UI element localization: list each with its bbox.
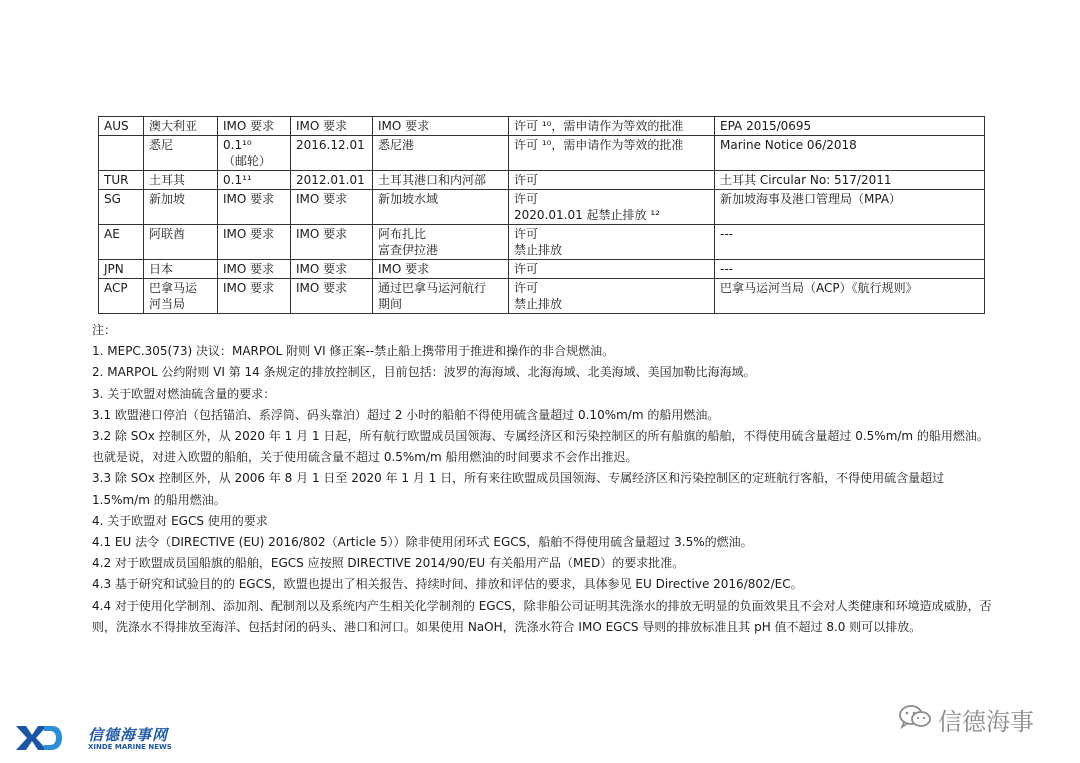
cell-line: 许可 ¹⁰，需申请作为等效的批准 — [514, 119, 684, 133]
note-paragraph: 3. 关于欧盟对燃油硫含量的要求： — [92, 386, 276, 401]
logo-english-name: XINDE MARINE NEWS — [88, 743, 172, 751]
cell-line: 禁止排放 — [514, 243, 563, 257]
wechat-icon — [898, 704, 932, 730]
note-paragraph: 3.2 除 SOx 控制区外，从 2020 年 1 月 1 日起，所有航行欧盟成员国领海、专属经济区和污染控制区的所有船旗的船舶，不得使用硫含量超过 0.5%m/m 的船用燃油。也就是说，对进入欧盟的船舶，关于使用硫含量不超过 0.5%m/m 船用燃油的时间要求不会作出推迟。 — [92, 429, 989, 465]
cell-line: IMO 要求 — [296, 192, 348, 206]
cell-line: 0.1¹⁰ — [223, 138, 252, 152]
table-cell — [291, 225, 373, 260]
table-cell — [144, 225, 218, 260]
note-paragraph: 4.1 EU 法令（DIRECTIVE (EU) 2016/802（Article 5））除非使用闭环式 EGCS，船舶不得使用硫含量超过 3.5%的燃油。 — [92, 535, 753, 550]
table-cell — [715, 260, 985, 279]
cell-line: 2016.12.01 — [296, 138, 365, 152]
table-cell — [509, 260, 715, 279]
table-cell — [373, 117, 509, 136]
table-cell — [509, 136, 715, 171]
cell-line: 土耳其 — [149, 173, 186, 187]
cell-line: 新加坡 — [149, 192, 186, 206]
cell-line: ACP — [104, 281, 128, 295]
table-row — [99, 136, 985, 171]
notes-section — [92, 320, 992, 638]
table-cell — [218, 225, 291, 260]
note-paragraph: 2. MARPOL 公约附则 VI 第 14 条规定的排放控制区，目前包括：波罗的海海域、北海海域、北美海域、美国加勒比海海域。 — [92, 365, 756, 380]
table-cell — [99, 260, 144, 279]
table-cell — [291, 279, 373, 314]
table-cell — [373, 136, 509, 171]
cell-line: SG — [104, 192, 121, 206]
table-cell — [144, 171, 218, 190]
cell-line: 悉尼港 — [378, 138, 415, 152]
cell-line: IMO 要求 — [223, 227, 275, 241]
table-row — [99, 117, 985, 136]
cell-line: 新加坡水域 — [378, 192, 439, 206]
note-paragraph: 3.1 欧盟港口停泊（包括锚泊、系浮筒、码头靠泊）超过 2 小时的船舶不得使用硫含量超过 0.10%m/m 的船用燃油。 — [92, 407, 720, 422]
watermark-text: 信德海事 — [938, 708, 1034, 736]
cell-line: IMO 要求 — [223, 262, 275, 276]
cell-line: IMO 要求 — [296, 262, 348, 276]
cell-line: 2020.01.01 起禁止排放 ¹² — [514, 208, 660, 222]
cell-line: --- — [720, 227, 733, 241]
table-cell — [218, 117, 291, 136]
xinde-logo — [14, 722, 174, 756]
note-paragraph: 1. MEPC.305(73) 决议：MARPOL 附则 VI 修正案--禁止船上携带用于推进和操作的非合规燃油。 — [92, 344, 615, 359]
cell-line: 0.1¹¹ — [223, 173, 252, 187]
table-cell — [291, 117, 373, 136]
cell-line: 禁止排放 — [514, 297, 563, 311]
cell-line: 许可 — [514, 262, 539, 276]
table-cell — [715, 190, 985, 225]
cell-line: （邮轮） — [223, 154, 272, 168]
table-cell — [218, 279, 291, 314]
table-cell — [218, 171, 291, 190]
table-row — [99, 190, 985, 225]
table-cell — [99, 171, 144, 190]
table-cell — [509, 279, 715, 314]
table-row — [99, 279, 985, 314]
cell-line: 许可 — [514, 192, 539, 206]
table-row — [99, 171, 985, 190]
cell-line: 许可 — [514, 173, 539, 187]
table-cell — [373, 190, 509, 225]
note-paragraph: 3.3 除 SOx 控制区外，从 2006 年 8 月 1 日至 2020 年 1 月 1 日，所有来往欧盟成员国领海、专属经济区和污染控制区的定班航行客船，不得使用硫含量超过 1.5%m/m 的船用燃油。 — [92, 471, 945, 507]
cell-line: AE — [104, 227, 120, 241]
cell-line: 许可 — [514, 227, 539, 241]
table-cell — [509, 117, 715, 136]
cell-line: 河当局 — [149, 297, 186, 311]
cell-line: 富查伊拉港 — [378, 243, 439, 257]
table-cell — [99, 136, 144, 171]
xd-logo-icon — [14, 722, 62, 754]
table-cell — [373, 260, 509, 279]
table-cell — [715, 279, 985, 314]
cell-line: IMO 要求 — [223, 119, 275, 133]
cell-line: IMO 要求 — [296, 119, 348, 133]
note-paragraph: 注： — [92, 323, 117, 337]
cell-line: 土耳其港口和内河部 — [378, 173, 487, 187]
table-cell — [144, 190, 218, 225]
cell-line: 日本 — [149, 262, 174, 276]
note-paragraph: 4.2 对于欧盟成员国船旗的船舶，EGCS 应按照 DIRECTIVE 2014/90/EU 有关船用产品（MED）的要求批准。 — [92, 556, 685, 571]
cell-line: --- — [720, 262, 733, 276]
table-cell — [144, 117, 218, 136]
table-row — [99, 260, 985, 279]
table-cell — [509, 190, 715, 225]
cell-line: 巴拿马运河当局（ACP）《航行规则》 — [720, 281, 918, 295]
table-cell — [144, 136, 218, 171]
table-cell — [291, 190, 373, 225]
cell-line: IMO 要求 — [296, 227, 348, 241]
cell-line: 巴拿马运 — [149, 281, 198, 295]
table-cell — [99, 279, 144, 314]
cell-line: 期间 — [378, 297, 403, 311]
table-cell — [715, 225, 985, 260]
table-cell — [218, 260, 291, 279]
cell-line: 阿联酋 — [149, 227, 186, 241]
table-cell — [144, 260, 218, 279]
table-row — [99, 225, 985, 260]
table-cell — [291, 171, 373, 190]
table-cell — [715, 136, 985, 171]
cell-line: EPA 2015/0695 — [720, 119, 812, 133]
table-cell — [99, 190, 144, 225]
note-paragraph: 4.4 对于使用化学制剂、添加剂、配制剂以及系统内产生相关化学制剂的 EGCS，除非船公司证明其洗涤水的排放无明显的负面效果且不会对人类健康和环境造成威胁，否则，洗涤水不得排放至海洋、包括封闭的码头、港口和河口。如果使用 NaOH，洗涤水符合 IMO EGCS 导则的排放标准且其 pH 值不超过 8.0 则可以排放。 — [92, 598, 992, 634]
cell-line: 2012.01.01 — [296, 173, 365, 187]
table-cell — [144, 279, 218, 314]
table-cell — [715, 117, 985, 136]
table-cell — [291, 136, 373, 171]
cell-line: 许可 — [514, 281, 539, 295]
wechat-watermark — [898, 698, 1058, 738]
cell-line: IMO 要求 — [296, 281, 348, 295]
cell-line: JPN — [104, 262, 124, 276]
note-paragraph: 4. 关于欧盟对 EGCS 使用的要求 — [92, 513, 268, 528]
table-cell — [373, 225, 509, 260]
regulation-table — [98, 116, 985, 314]
cell-line: IMO 要求 — [223, 281, 275, 295]
cell-line: 澳大利亚 — [149, 119, 198, 133]
cell-line: AUS — [104, 119, 129, 133]
logo-chinese-name: 信德海事网 — [88, 726, 169, 744]
table-cell — [99, 117, 144, 136]
cell-line: TUR — [104, 173, 129, 187]
cell-line: IMO 要求 — [223, 192, 275, 206]
cell-line: 通过巴拿马运河航行 — [378, 281, 487, 295]
table-cell — [373, 171, 509, 190]
table-cell — [99, 225, 144, 260]
cell-line: 悉尼 — [149, 138, 174, 152]
cell-line: IMO 要求 — [378, 119, 430, 133]
note-paragraph: 4.3 基于研究和试验目的的 EGCS，欧盟也提出了相关报告、持续时间、排放和评估的要求，具体参见 EU Directive 2016/802/EC。 — [92, 577, 803, 592]
cell-line: 土耳其 Circular No: 517/2011 — [720, 173, 892, 187]
table-cell — [509, 171, 715, 190]
cell-line: 许可 ¹⁰，需申请作为等效的批准 — [514, 138, 684, 152]
cell-line: 新加坡海事及港口管理局（MPA） — [720, 192, 902, 206]
cell-line: Marine Notice 06/2018 — [720, 138, 857, 152]
table-cell — [218, 190, 291, 225]
table-cell — [509, 225, 715, 260]
table-cell — [715, 171, 985, 190]
table-cell — [218, 136, 291, 171]
cell-line: IMO 要求 — [378, 262, 430, 276]
cell-line: 阿布扎比 — [378, 227, 427, 241]
table-cell — [373, 279, 509, 314]
table-cell — [291, 260, 373, 279]
